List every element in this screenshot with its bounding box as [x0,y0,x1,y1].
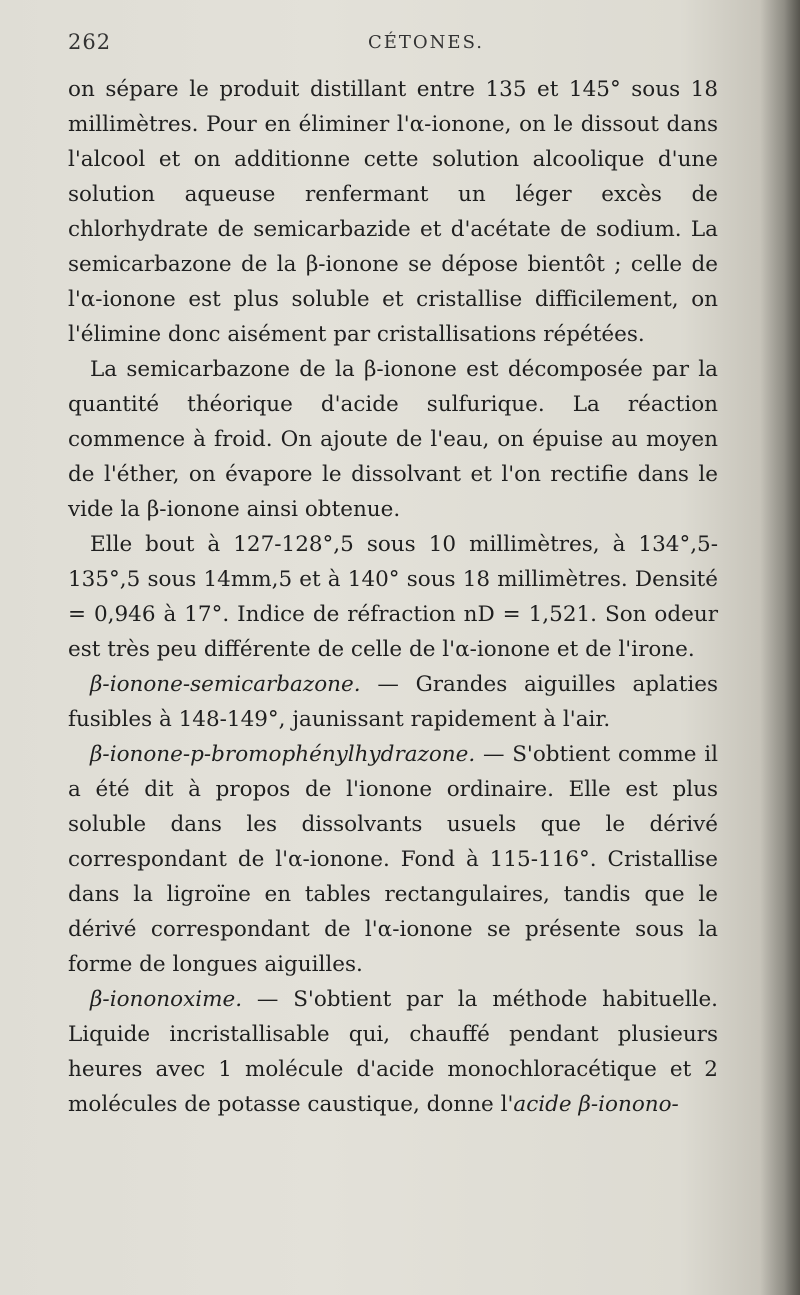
compound-title: β-iononoxime. [90,987,243,1012]
body-text [68,72,718,1122]
paragraph-hydrazone [68,737,718,982]
paragraph-distillation: on sépare le produit distillant entre 135 et 145° sous 18 millimètres. Pour en éliminer l'α-ionone, on le dissout dans l'alcool et on additionne cette solution alcoolique d'une solution aqueuse renfermant un léger excès de chlorhydrate de semicarbazide et d'acétate de sodium. La semicarbazone de la β-ionone se dépose bientôt ; celle de l'α-ionone est plus soluble et cristallise difficilement, on l'élimine donc aisément par cristallisations répétées. [68,77,718,347]
compound-description: — S'obtient comme il a été dit à propos de l'ionone ordinaire. Elle est plus soluble dans les dissolvants usuels que le dérivé correspondant de l'α-ionone. Fond à 115-116°. Cristallise dans la ligroïne en tables rectangulaires, tandis que le dérivé correspondant de l'α-ionone se présente sous la forme de longues aiguilles. [68,742,718,977]
paragraph-properties: Elle bout à 127-128°,5 sous 10 millimètres, à 134°,5-135°,5 sous 14mm,5 et à 140° sous 18 millimètres. Densité = 0,946 à 17°. Indice de réfraction nD = 1,521. Son odeur est très peu différente de celle de l'α-ionone et de l'irone. [68,532,718,662]
paragraph-semicarbazone [68,667,718,737]
page-edge-shadow [760,0,800,1295]
compound-title: β-ionone-semicarbazone. [90,672,361,697]
paragraph-oxime [68,982,718,1122]
page-number: 262 [68,30,112,54]
compound-description: — Grandes aiguilles aplaties fusibles à 148-149°, jaunissant rapidement à l'air. [68,672,718,732]
paragraph-decomposition: La semicarbazone de la β-ionone est décomposée par la quantité théorique d'acide sulfurique. La réaction commence à froid. On ajoute de l'eau, on épuise au moyen de l'éther, on évapore le dissolvant et l'on rectifie dans le vide la β-ionone ainsi obtenue. [68,357,718,522]
compound-continuation: acide β-ionono- [513,1092,679,1117]
page-header [68,30,708,56]
running-head: CÉTONES. [368,32,484,53]
compound-description: — S'obtient par la méthode habituelle. Liquide incristallisable qui, chauffé pendant plusieurs heures avec 1 molécule d'acide monochloracétique et 2 molécules de potasse caustique, donne l' [68,987,718,1117]
compound-title: β-ionone-p-bromophénylhydrazone. [90,742,476,767]
